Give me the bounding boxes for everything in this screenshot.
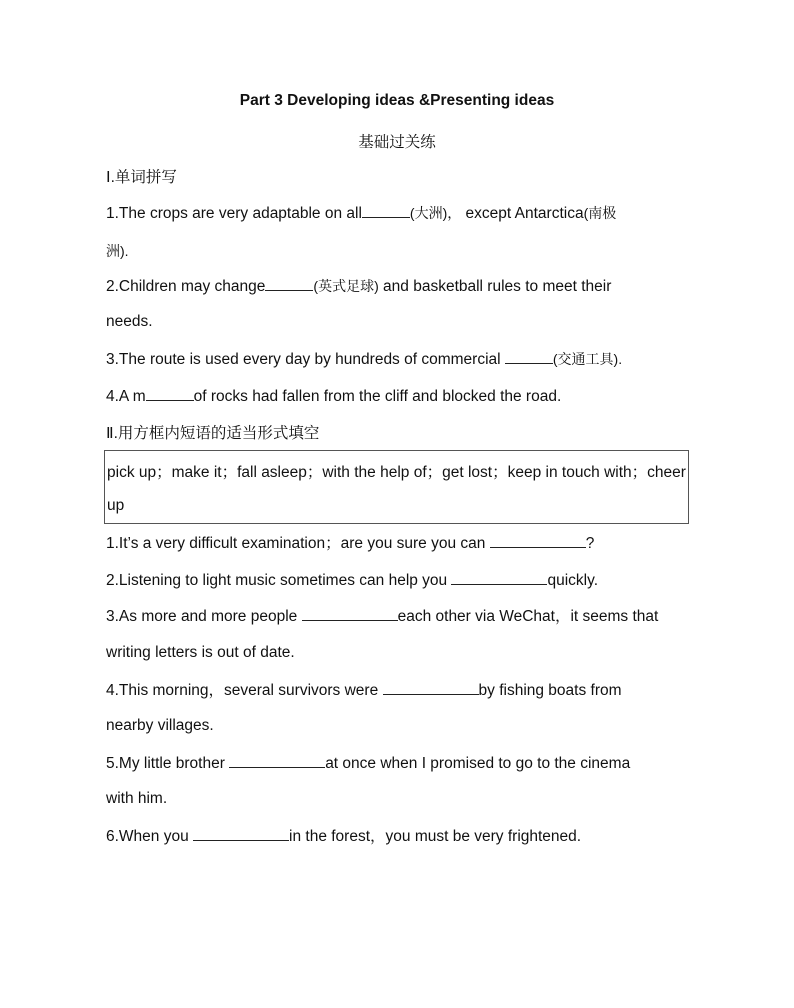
phrase-question-4 bbox=[106, 680, 622, 701]
phrase-question-5-continued: with him. bbox=[106, 790, 168, 807]
question-text: ? bbox=[585, 535, 595, 552]
question-text: 4.This morning，several survivors were bbox=[106, 682, 383, 699]
phrase-box-line: pick up；make it；fall asleep；with the help of；get lost；keep in touch with；cheer bbox=[107, 464, 686, 481]
answer-blank[interactable] bbox=[490, 533, 586, 548]
chinese-hint: (英式足球) bbox=[313, 278, 379, 294]
question-text: 3.As more and more people bbox=[106, 608, 302, 625]
question-text: 1.It’s a very difficult examination；are you sure you can bbox=[106, 535, 490, 552]
phrase-box bbox=[104, 450, 689, 524]
phrase-question-2 bbox=[106, 570, 598, 591]
question-text: 3.The route is used every day by hundreds of commercial bbox=[106, 351, 505, 368]
answer-blank[interactable] bbox=[362, 203, 410, 218]
phrase-question-6 bbox=[106, 826, 581, 847]
question-text: each other via WeChat，it seems that bbox=[397, 608, 659, 625]
spelling-question-2 bbox=[106, 276, 611, 297]
question-text: at once when I promised to go to the cinema bbox=[325, 755, 631, 772]
question-text: 1.The crops are very adaptable on all bbox=[106, 205, 362, 222]
answer-blank[interactable] bbox=[505, 349, 553, 364]
chinese-hint: (交通工具). bbox=[552, 351, 623, 367]
answer-blank[interactable] bbox=[146, 386, 194, 401]
section-heading-phrases: Ⅱ.用方框内短语的适当形式填空 bbox=[106, 425, 320, 442]
answer-blank[interactable] bbox=[302, 606, 398, 621]
phrase-question-5 bbox=[106, 753, 630, 774]
phrase-question-4-continued: nearby villages. bbox=[106, 717, 214, 734]
phrase-question-3-continued: writing letters is out of date. bbox=[106, 644, 295, 661]
question-text: in the forest，you must be very frightened. bbox=[289, 828, 582, 845]
phrase-box-line: up bbox=[107, 497, 125, 514]
phrase-question-1 bbox=[106, 533, 594, 554]
answer-blank[interactable] bbox=[451, 570, 547, 585]
spelling-question-1-continued: 洲). bbox=[106, 243, 129, 259]
section-heading-spelling: Ⅰ.单词拼写 bbox=[106, 169, 177, 186]
page-subtitle: 基础过关练 bbox=[358, 134, 436, 151]
question-text: except Antarctica bbox=[461, 205, 584, 222]
question-text: 2.Listening to light music sometimes can help you bbox=[106, 572, 452, 589]
question-text: by fishing boats from bbox=[478, 682, 622, 699]
question-text: 5.My little brother bbox=[106, 755, 230, 772]
question-text: 6.When you bbox=[106, 828, 194, 845]
question-text: of rocks had fallen from the cliff and blocked the road. bbox=[193, 388, 562, 405]
question-text: quickly. bbox=[547, 572, 599, 589]
phrase-question-3 bbox=[106, 606, 658, 627]
page-title: Part 3 Developing ideas &Presenting ideas bbox=[239, 92, 555, 109]
spelling-question-4 bbox=[106, 386, 561, 407]
chinese-hint: (大洲)， bbox=[409, 205, 462, 221]
spelling-question-1 bbox=[106, 203, 616, 224]
spelling-question-2-continued: needs. bbox=[106, 313, 153, 330]
answer-blank[interactable] bbox=[383, 680, 479, 695]
answer-blank[interactable] bbox=[193, 826, 289, 841]
chinese-hint: (南极 bbox=[583, 205, 617, 221]
answer-blank[interactable] bbox=[265, 276, 313, 291]
question-text: 4.A m bbox=[106, 388, 146, 405]
question-text: and basketball rules to meet their bbox=[378, 278, 612, 295]
spelling-question-3 bbox=[106, 349, 622, 370]
question-text: 2.Children may change bbox=[106, 278, 266, 295]
answer-blank[interactable] bbox=[229, 753, 325, 768]
